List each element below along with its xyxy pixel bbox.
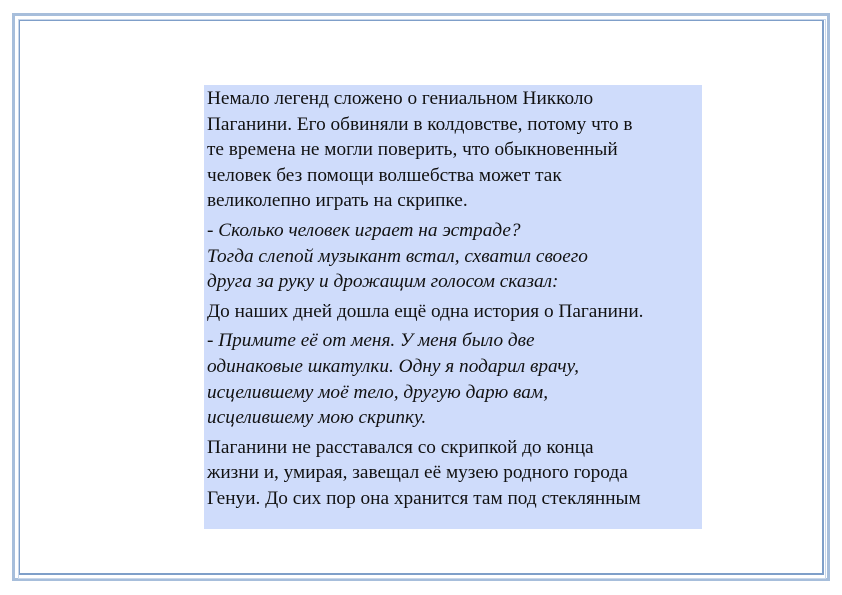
text-line: - Примите её от меня. У меня было две	[207, 330, 535, 352]
text-line: До наших дней дошла ещё одна история о Паганини.	[207, 300, 644, 322]
paragraph-quote-question	[207, 218, 702, 295]
text-line: Тогда слепой музыкант встал, схватил своего	[207, 245, 588, 267]
story-text-box	[204, 85, 702, 529]
paragraph-intro	[207, 86, 702, 214]
text-line: Немало легенд сложено о гениальном Никколо	[207, 88, 594, 109]
text-line: те времена не могли поверить, что обыкновенный	[207, 139, 618, 161]
text-line: Паганини. Его обвиняли в колдовстве, потому что в	[207, 113, 633, 135]
text-line: жизни и, умирая, завещал её музею родного города	[207, 462, 628, 484]
text-line: исцелившему мою скрипку.	[207, 407, 427, 429]
text-line: - Сколько человек играет на эстраде?	[207, 219, 521, 241]
text-line: исцелившему моё тело, другую дарю вам,	[207, 381, 549, 403]
paragraph-conclusion	[207, 435, 702, 512]
text-line: Генуи. До сих пор она хранится там под стеклянным	[207, 487, 641, 509]
text-line: человек без помощи волшебства может так	[207, 164, 562, 186]
paragraph-another-story	[207, 299, 702, 325]
text-line: одинаковые шкатулки. Одну я подарил врачу,	[207, 355, 579, 377]
paragraph-quote-gift	[207, 328, 702, 430]
text-line: Паганини не расставался со скрипкой до конца	[207, 436, 594, 458]
text-line: великолепно играть на скрипке.	[207, 190, 468, 212]
text-line: друга за руку и дрожащим голосом сказал:	[207, 271, 559, 293]
